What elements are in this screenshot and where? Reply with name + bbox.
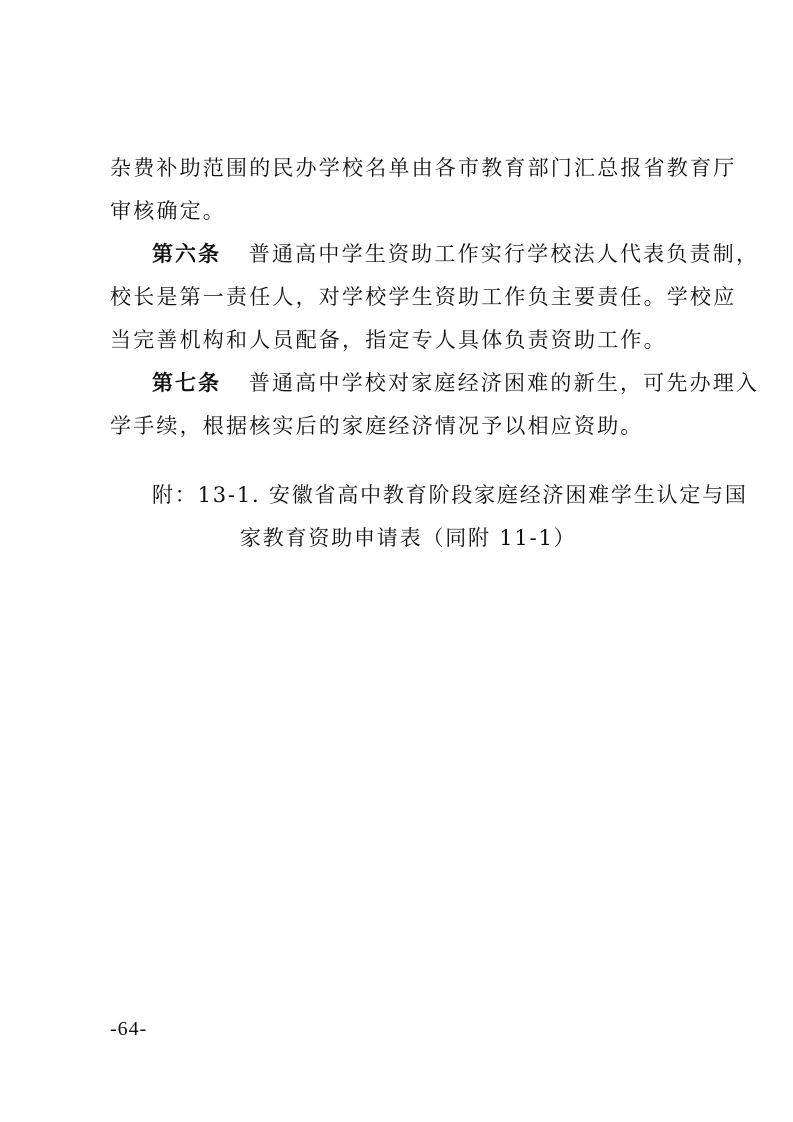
appendix-line: 附：13-1. 安徽省高中教育阶段家庭经济困难学生认定与国	[152, 483, 748, 507]
paragraph-line: 当完善机构和人员配备，指定专人具体负责资助工作。	[110, 328, 667, 352]
page-number: -64-	[110, 1018, 148, 1040]
article-six-heading: 第六条	[152, 242, 221, 266]
article-seven-text: 普通高中学校对家庭经济困难的新生，可先办理入	[248, 371, 760, 395]
paragraph-line: 学手续，根据核实后的家庭经济情况予以相应资助。	[110, 414, 644, 438]
paragraph-line: 校长是第一责任人，对学校学生资助工作负主要责任。学校应	[110, 285, 737, 309]
article-six-text: 普通高中学生资助工作实行学校法人代表负责制，	[248, 242, 760, 266]
appendix-line-continued: 家教育资助申请表（同附 11-1）	[240, 526, 577, 550]
article-six-first-line	[152, 240, 759, 268]
paragraph-line: 杂费补助范围的民办学校名单由各市教育部门汇总报省教育厅	[110, 156, 737, 180]
article-seven-first-line	[152, 369, 759, 397]
article-seven-heading: 第七条	[152, 371, 221, 395]
paragraph-line: 审核确定。	[110, 199, 226, 223]
